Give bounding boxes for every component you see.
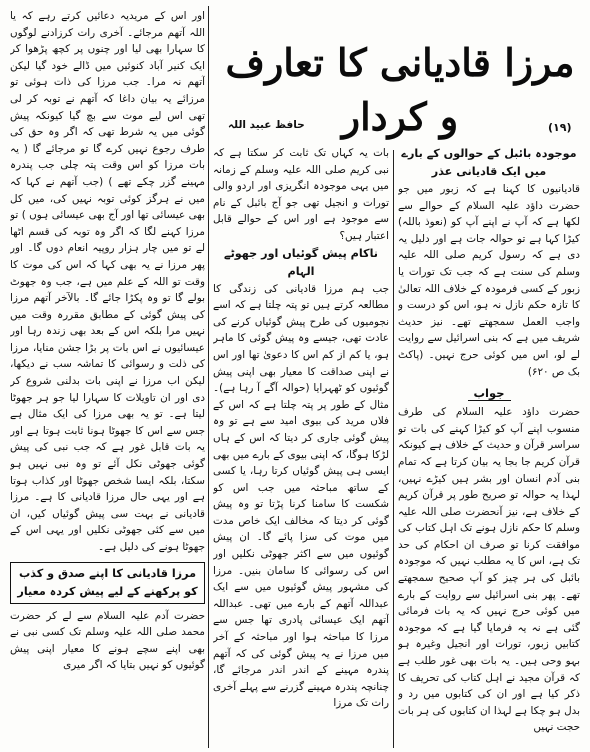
section-heading-bible: موجودہ بائبل کے حوالوں کے بارے میں ایک قادیانی عذر xyxy=(401,147,577,178)
section-heading: ناکام پیش گوئیاں اور جھوٹے الہام xyxy=(224,246,378,278)
page-number: (۱۹) xyxy=(548,121,572,134)
left-paragraph-1: اور اس کے مریدیہ دعائیں کرتے رہے کہ یا اللہ آتھم مرجائے۔ آخری رات کرزادنے لوگوں کا سہارا بھی لیا اور چنوں پر کچھ پڑھوا کر ایک کنیر آباد کنوئیں میں ڈالے خود گیا لیکن آتھم نہ مرا۔ جب مرزا کی ذات ہوئی تو مرزائے یہ بیان داغا کہ آتھم نے توبہ کر لی تھی اس لیے موت سے بچ گیا کیونکہ پیش گوئی میں یہ شرط تھی کہ اگر وہ حق کی طرف رجوع نہیں کرے گا تو مرجائے گا ( یہ بات مرزا کو اس وقت پتہ چلی جب پندرہ مہینے گزر چکے تھے ) (جب آتھم نے کہا کہ میں نے ہرگز کوئی توبہ نہیں کی، میں کل بھی عیسائی تھا اور آج بھی عیسائی ہوں ) تو مرزا کہنے لگا کہ اگر وہ توبہ کی قسم اٹھا لے تو میں چار ہزار روپیہ انعام دوں گا۔ اور پھر مرزا نے یہ بھی کہا کہ اس کی موت کا وقت تو اللہ کے علم میں ہے، جب وہ جھوٹ بولے گا تو وہ پکڑا جائے گا۔ بالآخر آتھم مرزا کی پیش گوئی کے مطابق مقررہ وقت میں نہیں مرا بلکہ اس کے بعد بھی زندہ رہا اور عیسائیوں نے اس بات پر بڑا جشن منایا، مرزا کی ذلت و رسوائی کا تماشہ سب نے دیکھا، لیکن اب مرزا نے اپنی بات بدلنی شروع کر دی اور ان تاویلات کا سہارا لیا جو ہر جھوٹا لیتا ہے۔ تو یہ بھی مرزا کی ایک مثال ہے جس سے اس کا جھوٹا ہونا ثابت ہوتا ہے اور یہ بات قابل غور ہے کہ جب نبی کی پیش گوئی جھوٹی نکل آئے تو وہ نبی نہیں ہو سکتا، بلکہ ایسا شخص جھوٹا اور کذاب ہوتا ہے اور یہی حال مرزا قادیانی کا ہے۔ مرزا قادیانی نے بہت سی پیش گوئیاں کیں، ان میں سے کئی جھوٹی نکلیں اور یہی اس کے جھوٹا ہونے کی دلیل ہے۔ xyxy=(10,10,205,553)
article-title: مرزا قادیانی کا تعارف و کردار xyxy=(225,40,575,139)
middle-paragraph-1: بات یہ کہاں تک ثابت کر سکتا ہے کہ نبی کریم صلی اللہ علیہ وسلم کے زمانہ میں یہی موجودہ انگریزی اور اردو والی تورات و انجیل تھی جو آج بائبل کے نام سے موجود ہے اور اس کے حوالے قابل اعتبار ہیں؟ xyxy=(213,147,389,242)
right-paragraph-1: قادیانیوں کا کہنا ہے کہ زبور میں جو حضرت داؤد علیہ السلام کے حوالے سے لکھا ہے کہ آپ نے اپنے آپ کو (نعوذ باللہ) کیڑا کہا ہے تو حوالہ جات ہے اور دلیل یہ دی ہے کہ رسول کریم صلی اللہ علیہ وسلم کی سنت ہے کہ جب تک تورات یا زبور کے کسی فرمودہ کے خلاف اللہ تعالیٰ کا تازہ حکم نازل نہ ہو، اس کو درست و واجب العمل سمجھتے تھے۔ نیز حدیث شریف میں ہے کہ بنی اسرائیل سے روایت لے لو، اس میں کوئی حرج نہیں۔ (پاکٹ بک ص ۶۲۰) xyxy=(398,183,580,378)
middle-paragraph-2: جب ہم مرزا قادیانی کی زندگی کا مطالعہ کرتے ہیں تو پتہ چلتا ہے کہ اسے نجومیوں کی طرح پیش گوئیاں کرنے کی عادت تھی، جیسے وہ پیش گوئی کا ماہر ہو، یا کم از کم اس کا دعویٰ تھا اور اس نے اپنی صداقت کا معیار بھی اپنی پیش گوئیوں کو ٹھہرایا (حوالہ آگے آ رہا ہے)۔ مثال کے طور پر پتہ چلتا ہے کہ اس کے فلاں مرید کی بیوی امید سے ہے تو وہ پیش گوئی جاری کر دیتا کہ اس کے ہاں لڑکا ہوگا، کہ اپنی بیوی کے بارے میں بھی ایسی ہی پیش گوئیاں کرتا رہا، یا کسی کے ساتھ مباحثہ میں جب اس کو شکست کا سامنا کرنا پڑتا تو وہ پیش گوئی کر دیتا کہ مخالف ایک خاص مدت میں موت کی سزا پائے گا۔ ان پیش گوئیوں میں سے اکثر جھوٹی نکلیں اور اس کی رسوائی کا سامان بنیں۔ مرزا کی مشہور پیش گوئیوں میں سے ایک عبداللہ آتھم کے بارے میں تھی۔ عبداللہ آتھم ایک عیسائی پادری تھا جس سے مرزا کا مباحثہ ہوا اور مباحثہ کے آخر میں مرزا نے یہ پیش گوئی کی کہ آتھم پندرہ مہینے کے اندر اندر مرجائے گا، چنانچہ پندرہ مہینے گزرنے سے پہلے آخری رات تک مرزا xyxy=(213,282,389,710)
left-paragraph-2: حضرت آدم علیہ السلام سے لے کر حضرت محمد صلی اللہ علیہ وسلم تک کسی نبی نے بھی اپنے سچے ہونے کا معیار اپنی پیش گوئیوں کو نہیں بتایا کہ اگر میری xyxy=(10,609,205,672)
left-column xyxy=(10,8,205,748)
answer-heading-text: جواب xyxy=(468,386,511,401)
section-heading-boxed: مرزا قادیانی کا اپنے صدق و کذب کو پرکھنے کے لیے پیش کردہ معیار xyxy=(10,562,205,604)
right-paragraph-2: حضرت داؤد علیہ السلام کی طرف منسوب اپنے آپ کو کیڑا کہنے کی بات تو سراسر قرآن و حدیث کے خلاف ہے کیونکہ قرآن کریم جا بجا یہ بیان کرتا ہے کہ تمام بنی آدم انسان اور بشر ہیں کیڑے نہیں، لہذا یہ حوالہ تو صریح طور پر قرآن کریم کے خلاف ہے، نیز آنحضرت صلی اللہ علیہ وسلم کا حکم نازل ہونے تک اہل کتاب کی موافقت کرنا تو صرف ان احکام کی حد تک ہے، اس کا یہ مطلب نہیں کہ موجودہ بائبل کی ہر چیز کو آپ صحیح سمجھتے تھے۔ پھر بنی اسرائیل سے روایت کے بارے میں کوئی حرج نہیں کہ یہ بات فرمائی گئی ہے نہ یہ فرمایا گیا ہے کہ موجودہ کتابیں زبور، تورات اور انجیل وغیرہ ہو بہو وحی ہیں۔ یہ بات بھی غور طلب ہے کہ قرآن مجید نے اہل کتاب کی تحریف کا ذکر کیا ہے اور ان کی کتابوں میں رد و بدل ہو چکا ہے لہذا ان کتابوں کی ہر بات حجت نہیں xyxy=(398,406,580,734)
right-column xyxy=(398,145,580,748)
column-divider-left xyxy=(208,6,209,748)
answer-heading xyxy=(398,384,580,402)
author-name: حافظ عبید اللہ xyxy=(228,119,305,131)
middle-column xyxy=(213,145,389,748)
column-divider-right xyxy=(393,150,394,748)
